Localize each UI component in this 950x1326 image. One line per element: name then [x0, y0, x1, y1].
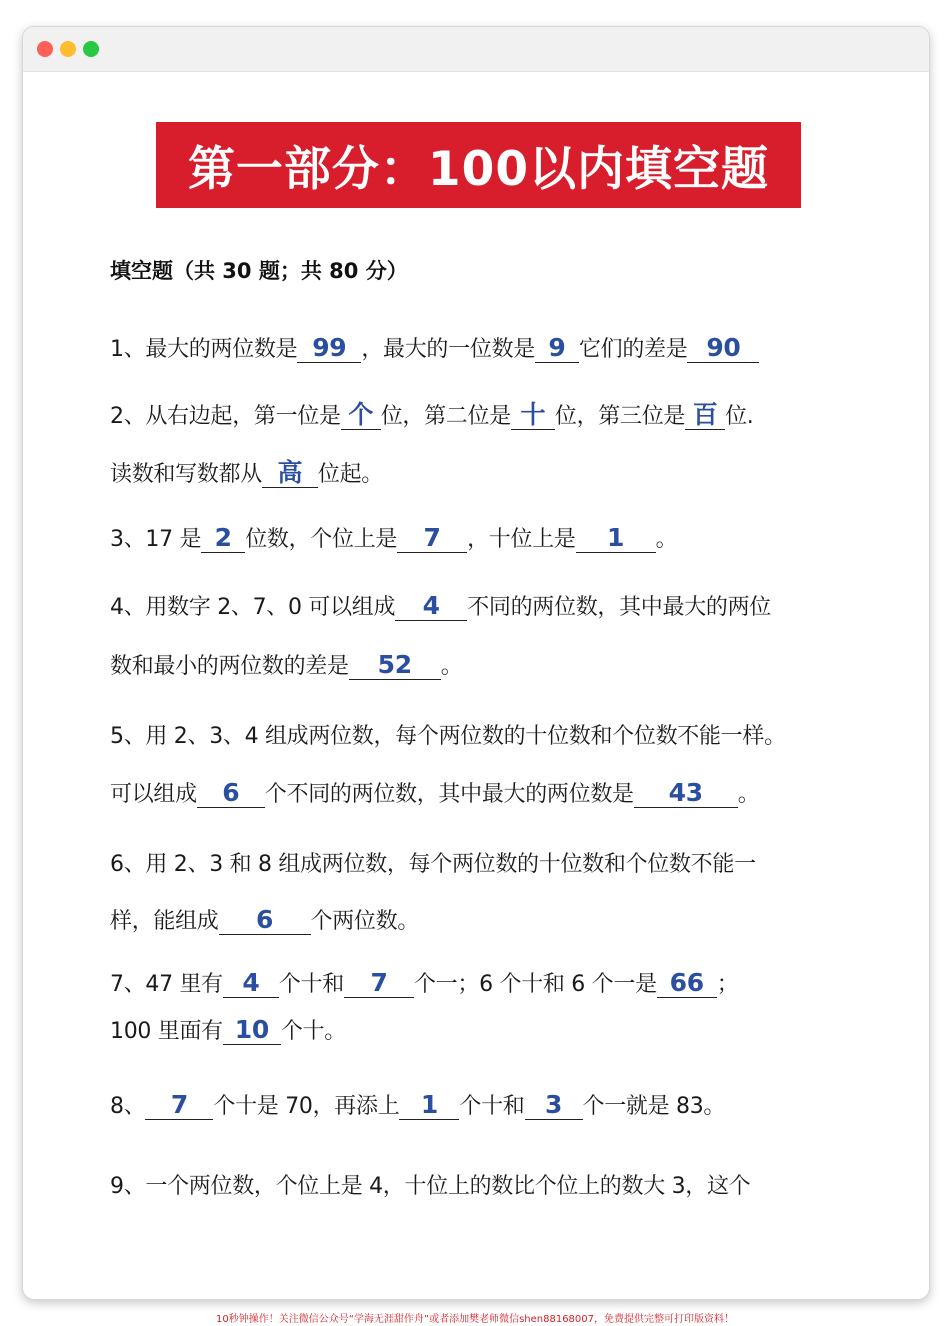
q3-text-3: ，十位上是: [467, 527, 576, 552]
document-window: [22, 26, 930, 1300]
q7-answer-1: 4: [223, 969, 279, 998]
q4-text-4: 。: [440, 654, 463, 679]
window-titlebar: [23, 27, 929, 72]
q8-text-2: 个十是 70，再添上: [213, 1094, 400, 1119]
q3-answer-3: 1: [576, 524, 656, 553]
q2-answer-2: 十: [511, 401, 555, 430]
q2-text-4: 位.: [725, 404, 754, 429]
q8-answer-1: 7: [145, 1091, 213, 1120]
q3-answer-1: 2: [201, 524, 245, 553]
q1-text-2: ，最大的一位数是: [361, 337, 535, 362]
q4-text-2: 不同的两位数，其中最大的两位: [467, 595, 771, 620]
minimize-window-button[interactable]: [60, 41, 76, 57]
q8-answer-2: 1: [399, 1091, 459, 1120]
question-5-line-2: [110, 777, 759, 808]
question-8: [110, 1089, 725, 1120]
question-6-line-2: [110, 904, 419, 935]
q3-text-1: 3、17 是: [110, 527, 202, 552]
q4-answer-1: 4: [395, 592, 467, 621]
question-4-line-2: [110, 649, 462, 680]
q8-text-3: 个十和: [459, 1094, 525, 1119]
q2-answer-3: 百: [685, 401, 725, 430]
q6-text-2: 样，能组成: [110, 909, 219, 934]
q8-text-4: 个一就是 83。: [582, 1094, 726, 1119]
q1-text-1: 1、最大的两位数是: [110, 337, 298, 362]
q5-text-3: 个不同的两位数，其中最大的两位数是: [264, 782, 634, 807]
q2-text-5: 读数和写数都从: [110, 462, 262, 487]
question-9: [110, 1169, 750, 1200]
q1-answer-2: 9: [535, 334, 579, 363]
question-1: [110, 332, 759, 363]
q4-text-1: 4、用数字 2、7、0 可以组成: [110, 595, 396, 620]
q7-text-2: 个十和: [278, 972, 344, 997]
section-subtitle: 填空题（共 30 题；共 80 分）: [110, 259, 408, 283]
q7-text-1: 7、47 里有: [110, 972, 223, 997]
q7-text-6: 个十。: [280, 1019, 346, 1044]
question-5-line-1: [110, 719, 786, 750]
q5-answer-1: 6: [197, 779, 265, 808]
q7-answer-3: 66: [657, 969, 717, 998]
q5-text-1: 5、用 2、3、4 组成两位数，每个两位数的十位数和个位数不能一样。: [110, 724, 786, 749]
q6-answer-1: 6: [219, 906, 311, 935]
q3-text-2: 位数，个位上是: [245, 527, 398, 552]
footer-notice: 10秒钟操作！关注微信公众号“学海无涯甜作舟”或者添加樊老师微信shen88168007，免费提供完整可打印版资料！: [215, 1314, 735, 1325]
q2-text-2: 位，第二位是: [380, 404, 511, 429]
q2-text-3: 位，第三位是: [554, 404, 686, 429]
question-2-line-1: [110, 399, 754, 430]
q8-answer-3: 3: [525, 1091, 583, 1120]
q2-answer-4: 高: [262, 459, 318, 488]
q2-text-6: 位起。: [317, 462, 384, 487]
q2-answer-1: 个: [341, 401, 381, 430]
q8-text-1: 8、: [110, 1094, 146, 1119]
q4-text-3: 数和最小的两位数的差是: [110, 654, 349, 679]
maximize-window-button[interactable]: [83, 41, 99, 57]
section-banner: 第一部分：100以内填空题: [156, 122, 801, 208]
q7-text-5: 100 里面有: [110, 1019, 223, 1044]
q7-answer-2: 7: [344, 969, 414, 998]
q5-answer-2: 43: [634, 779, 738, 808]
q1-answer-1: 99: [297, 334, 361, 363]
q3-text-4: 。: [655, 527, 678, 552]
question-7-line-2: [110, 1014, 346, 1045]
q1-text-3: 它们的差是: [578, 337, 688, 362]
q3-answer-2: 7: [397, 524, 467, 553]
q5-text-4: 。: [737, 782, 760, 807]
close-window-button[interactable]: [37, 41, 53, 57]
q6-text-1: 6、用 2、3 和 8 组成两位数，每个两位数的十位数和个位数不能一: [110, 852, 756, 877]
question-7-line-1: [110, 967, 738, 998]
q2-text-1: 2、从右边起，第一位是: [110, 404, 341, 429]
question-3: [110, 522, 677, 553]
q6-text-3: 个两位数。: [310, 909, 420, 934]
q1-answer-3: 90: [687, 334, 759, 363]
q7-answer-4: 10: [223, 1016, 281, 1045]
q5-text-2: 可以组成: [110, 782, 197, 807]
q7-text-3: 个一；6 个十和 6 个一是: [414, 972, 657, 997]
q4-answer-2: 52: [349, 651, 441, 680]
q7-text-4: ；: [716, 972, 739, 997]
question-2-line-2: [110, 457, 383, 488]
q9-text-1: 9、一个两位数，个位上是 4，十位上的数比个位上的数大 3，这个: [110, 1174, 751, 1199]
question-4-line-1: [110, 590, 771, 621]
question-6-line-1: [110, 847, 756, 878]
